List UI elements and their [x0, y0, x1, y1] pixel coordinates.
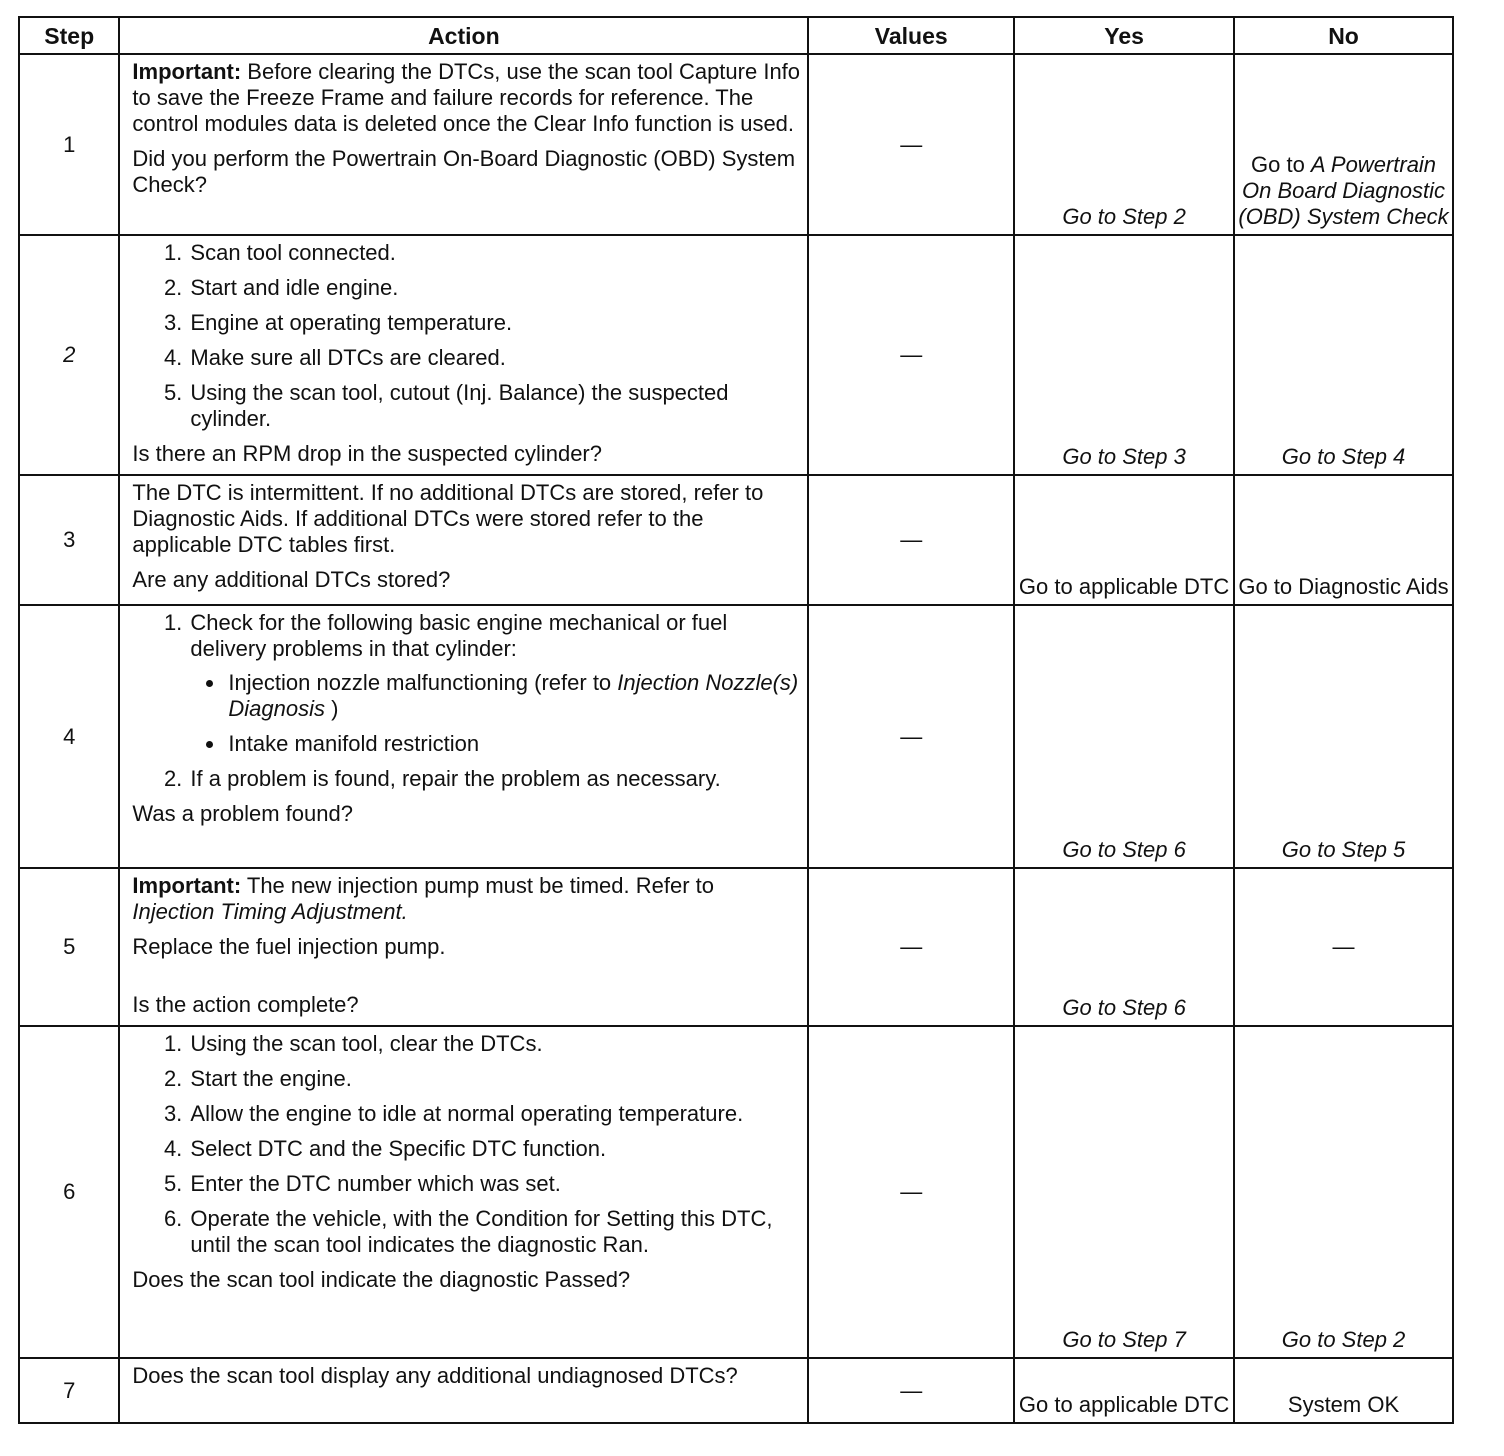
action-cell — [119, 235, 808, 475]
list-item: 5. Enter the DTC number which was set. — [188, 1171, 801, 1197]
header-no: No — [1234, 17, 1453, 54]
list-item: 4. Select DTC and the Specific DTC function. — [188, 1136, 801, 1162]
no-cell: Go to Step 2 — [1234, 1026, 1453, 1358]
list-item: 2. Start and idle engine. — [188, 275, 801, 301]
step-number: 3 — [19, 475, 119, 605]
question: Are any additional DTCs stored? — [132, 567, 451, 592]
list-item-text: Check for the following basic engine mechanical or fuel delivery problems in that cylinder: — [190, 610, 728, 661]
no-cell: Go to Step 5 — [1234, 605, 1453, 868]
list-item: 4. Make sure all DTCs are cleared. — [188, 345, 801, 371]
bullet-list — [190, 670, 801, 757]
yes-cell: Go to applicable DTC — [1014, 475, 1234, 605]
no-prefix: Go to — [1251, 152, 1311, 177]
values-cell: — — [808, 235, 1014, 475]
question: Did you perform the Powertrain On-Board Diagnostic (OBD) System Check? — [132, 146, 796, 197]
step-number: 4 — [19, 605, 119, 868]
no-cell: System OK — [1234, 1358, 1453, 1423]
step-number: 5 — [19, 868, 119, 1026]
instruction-text: The DTC is intermittent. If no additional DTCs are stored, refer to Diagnostic Aids. If additional DTCs were stored refer to the applicable DTC tables first. — [132, 480, 764, 557]
important-label: Important: — [132, 59, 242, 84]
important-note — [132, 873, 801, 925]
question: Does the scan tool indicate the diagnostic Passed? — [132, 1267, 631, 1292]
step-number: 6 — [19, 1026, 119, 1358]
question: Does the scan tool display any additional undiagnosed DTCs? — [132, 1363, 738, 1388]
yes-cell: Go to Step 7 — [1014, 1026, 1234, 1358]
table-row — [19, 1358, 1453, 1423]
procedure-list — [132, 610, 801, 792]
diagnostic-table — [18, 16, 1454, 1424]
values-cell: — — [808, 475, 1014, 605]
action-cell — [119, 1358, 808, 1423]
no-cell: Go to Step 4 — [1234, 235, 1453, 475]
yes-cell: Go to Step 2 — [1014, 54, 1234, 235]
table-row — [19, 868, 1453, 1026]
step-number: 1 — [19, 54, 119, 235]
list-item: 6. Operate the vehicle, with the Condition for Setting this DTC, until the scan tool indicates the diagnostic Ran. — [188, 1206, 801, 1258]
list-item: 2. Start the engine. — [188, 1066, 801, 1092]
bullet-item: • Intake manifold restriction — [226, 731, 801, 757]
table-row — [19, 475, 1453, 605]
important-label: Important: — [132, 873, 242, 898]
bullet-text: Injection nozzle malfunctioning (refer to — [228, 670, 618, 695]
important-text: The new injection pump must be timed. Refer to — [241, 873, 714, 898]
values-cell: — — [808, 868, 1014, 1026]
action-cell — [119, 605, 808, 868]
yes-cell: Go to Step 6 — [1014, 605, 1234, 868]
important-note — [132, 59, 801, 137]
list-item: 3. Engine at operating temperature. — [188, 310, 801, 336]
list-item: 2. If a problem is found, repair the problem as necessary. — [188, 766, 801, 792]
header-row — [19, 17, 1453, 54]
header-action: Action — [119, 17, 808, 54]
yes-cell: Go to Step 3 — [1014, 235, 1234, 475]
values-cell: — — [808, 1026, 1014, 1358]
no-link: A Powertrain On Board Diagnostic (OBD) System Check — [1238, 152, 1449, 229]
important-reference: Injection Timing Adjustment. — [132, 899, 408, 924]
no-cell: — — [1234, 868, 1453, 1026]
header-step: Step — [19, 17, 119, 54]
list-item — [188, 610, 801, 757]
table-row — [19, 235, 1453, 475]
values-cell: — — [808, 605, 1014, 868]
bullet-suffix: ) — [325, 696, 339, 721]
no-cell: Go to Diagnostic Aids — [1234, 475, 1453, 605]
yes-cell: Go to Step 6 — [1014, 868, 1234, 1026]
action-cell — [119, 475, 808, 605]
header-values: Values — [808, 17, 1014, 54]
important-text: Before clearing the DTCs, use the scan tool Capture Info to save the Freeze Frame and failure records for reference. The control modules data is deleted once the Clear Info function is used. — [132, 59, 801, 136]
bullet-reference: Injection Nozzle(s) Diagnosis — [228, 670, 799, 721]
values-cell: — — [808, 1358, 1014, 1423]
table-row — [19, 1026, 1453, 1358]
procedure-list — [132, 240, 801, 432]
action-text: Replace the fuel injection pump. — [132, 934, 446, 959]
question: Was a problem found? — [132, 801, 353, 826]
bullet-item — [226, 670, 801, 722]
list-item: 3. Allow the engine to idle at normal operating temperature. — [188, 1101, 801, 1127]
table-row — [19, 54, 1453, 235]
question: Is the action complete? — [132, 992, 359, 1017]
header-yes: Yes — [1014, 17, 1234, 54]
procedure-list — [132, 1031, 801, 1258]
list-item: 1. Scan tool connected. — [188, 240, 801, 266]
list-item: 1. Using the scan tool, clear the DTCs. — [188, 1031, 801, 1057]
question: Is there an RPM drop in the suspected cylinder? — [132, 441, 602, 466]
step-number: 2 — [19, 235, 119, 475]
step-number: 7 — [19, 1358, 119, 1423]
no-cell — [1234, 54, 1453, 235]
action-cell — [119, 1026, 808, 1358]
table-row — [19, 605, 1453, 868]
values-cell: — — [808, 54, 1014, 235]
list-item: 5. Using the scan tool, cutout (Inj. Balance) the suspected cylinder. — [188, 380, 801, 432]
action-cell — [119, 868, 808, 1026]
action-cell — [119, 54, 808, 235]
yes-cell: Go to applicable DTC — [1014, 1358, 1234, 1423]
